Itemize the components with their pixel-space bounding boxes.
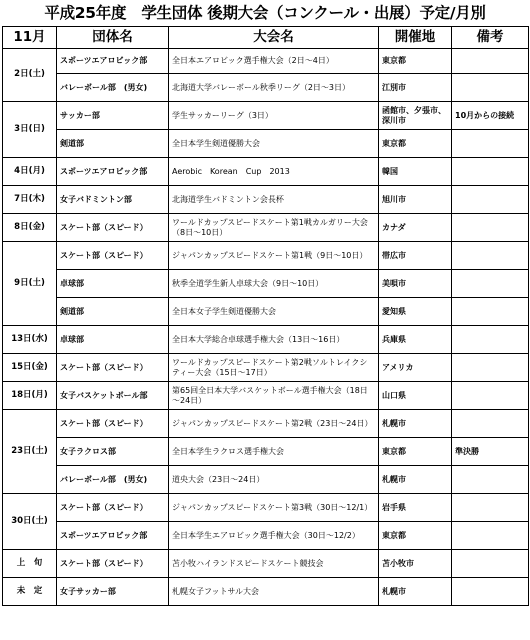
note-cell xyxy=(452,382,529,410)
header-venue: 開催地 xyxy=(379,27,452,49)
venue-cell: 岩手県 xyxy=(379,494,452,522)
team-cell: スポーツエアロビック部 xyxy=(57,522,169,550)
venue-cell: 東京都 xyxy=(379,49,452,74)
team-cell: スポーツエアロビック部 xyxy=(57,158,169,186)
note-cell xyxy=(452,326,529,354)
venue-cell: 東京都 xyxy=(379,438,452,466)
event-cell: 道央大会（23日～24日） xyxy=(169,466,379,494)
table-row xyxy=(3,494,529,522)
team-cell: スケート部（スピード） xyxy=(57,242,169,270)
team-cell: 女子サッカー部 xyxy=(57,578,169,606)
event-cell: 全日本学生剣道優勝大会 xyxy=(169,130,379,158)
venue-cell: 東京都 xyxy=(379,522,452,550)
schedule-table xyxy=(2,26,529,606)
table-row xyxy=(3,102,529,130)
table-row xyxy=(3,49,529,74)
header-team: 団体名 xyxy=(57,27,169,49)
date-cell: 8日(金) xyxy=(3,214,57,242)
table-row xyxy=(3,74,529,102)
venue-cell: 札幌市 xyxy=(379,578,452,606)
event-cell: ワールドカップスピードスケート第2戦ソルトレイクシティー大会（15日～17日） xyxy=(169,354,379,382)
event-cell: 苫小牧ハイランドスピードスケート競技会 xyxy=(169,550,379,578)
venue-cell: 札幌市 xyxy=(379,466,452,494)
venue-cell: 美唄市 xyxy=(379,270,452,298)
note-cell xyxy=(452,578,529,606)
event-cell: 全日本女子学生剣道優勝大会 xyxy=(169,298,379,326)
date-cell: 2日(土) xyxy=(3,49,57,102)
event-cell: 全日本学生ラクロス選手権大会 xyxy=(169,438,379,466)
date-cell: 未 定 xyxy=(3,578,57,606)
venue-cell: カナダ xyxy=(379,214,452,242)
date-cell: 7日(木) xyxy=(3,186,57,214)
team-cell: 卓球部 xyxy=(57,326,169,354)
page-title: 平成25年度 学生団体 後期大会（コンクール・出展）予定/月別 xyxy=(44,4,486,22)
date-cell: 30日(土) xyxy=(3,494,57,550)
event-cell: 秋季全道学生新人卓球大会（9日～10日） xyxy=(169,270,379,298)
note-cell xyxy=(452,49,529,74)
note-cell xyxy=(452,242,529,270)
venue-cell: 愛知県 xyxy=(379,298,452,326)
event-cell: 全日本エアロビック選手権大会（2日～4日） xyxy=(169,49,379,74)
note-cell xyxy=(452,466,529,494)
note-cell xyxy=(452,270,529,298)
team-cell: スポーツエアロビック部 xyxy=(57,49,169,74)
team-cell: スケート部（スピード） xyxy=(57,494,169,522)
event-cell: 北海道学生バドミントン会長杯 xyxy=(169,186,379,214)
event-cell: ワールドカップスピードスケート第1戦カルガリー大会（8日～10日） xyxy=(169,214,379,242)
event-cell: 全日本大学総合卓球選手権大会（13日～16日） xyxy=(169,326,379,354)
venue-cell: 旭川市 xyxy=(379,186,452,214)
table-row xyxy=(3,298,529,326)
team-cell: バレーボール部 (男女) xyxy=(57,74,169,102)
date-cell: 15日(金) xyxy=(3,354,57,382)
note-cell xyxy=(452,522,529,550)
team-cell: 卓球部 xyxy=(57,270,169,298)
venue-cell: 札幌市 xyxy=(379,410,452,438)
note-cell xyxy=(452,354,529,382)
note-cell xyxy=(452,494,529,522)
event-cell: 全日本学生エアロビック選手権大会（30日～12/2） xyxy=(169,522,379,550)
date-cell: 13日(水) xyxy=(3,326,57,354)
team-cell: スケート部（スピード） xyxy=(57,354,169,382)
event-cell: ジャパンカップスピードスケート第3戦（30日～12/1） xyxy=(169,494,379,522)
table-row xyxy=(3,270,529,298)
venue-cell: 兵庫県 xyxy=(379,326,452,354)
event-cell: 第65回全日本大学バスケットボール選手権大会（18日～24日） xyxy=(169,382,379,410)
date-cell: 上 旬 xyxy=(3,550,57,578)
venue-cell: 苫小牧市 xyxy=(379,550,452,578)
team-cell: 剣道部 xyxy=(57,130,169,158)
table-row xyxy=(3,130,529,158)
team-cell: バレーボール部 (男女) xyxy=(57,466,169,494)
table-row xyxy=(3,522,529,550)
note-cell xyxy=(452,550,529,578)
note-cell xyxy=(452,130,529,158)
table-row xyxy=(3,354,529,382)
venue-cell: 韓国 xyxy=(379,158,452,186)
note-cell xyxy=(452,214,529,242)
venue-cell: 山口県 xyxy=(379,382,452,410)
venue-cell: 帯広市 xyxy=(379,242,452,270)
table-row xyxy=(3,578,529,606)
venue-cell: 東京都 xyxy=(379,130,452,158)
team-cell: 女子バスケットボール部 xyxy=(57,382,169,410)
table-row xyxy=(3,550,529,578)
note-cell xyxy=(452,186,529,214)
header-event: 大会名 xyxy=(169,27,379,49)
venue-cell: アメリカ xyxy=(379,354,452,382)
table-row xyxy=(3,326,529,354)
team-cell: 女子ラクロス部 xyxy=(57,438,169,466)
team-cell: 剣道部 xyxy=(57,298,169,326)
date-cell: 4日(月) xyxy=(3,158,57,186)
table-row xyxy=(3,438,529,466)
table-row xyxy=(3,466,529,494)
date-cell: 9日(土) xyxy=(3,242,57,326)
date-cell: 18日(月) xyxy=(3,382,57,410)
table-row xyxy=(3,382,529,410)
header-row xyxy=(3,27,529,49)
note-cell xyxy=(452,158,529,186)
note-cell: 10月からの接続 xyxy=(452,102,529,130)
venue-cell: 江別市 xyxy=(379,74,452,102)
header-month: 11月 xyxy=(3,27,57,49)
team-cell: スケート部（スピード） xyxy=(57,214,169,242)
note-cell xyxy=(452,410,529,438)
team-cell: スケート部（スピード） xyxy=(57,550,169,578)
event-cell: 学生サッカーリーグ（3日） xyxy=(169,102,379,130)
event-cell: 北海道大学バレーボール秋季リーグ（2日～3日） xyxy=(169,74,379,102)
team-cell: 女子バドミントン部 xyxy=(57,186,169,214)
note-cell xyxy=(452,74,529,102)
venue-cell: 函館市、夕張市、深川市 xyxy=(379,102,452,130)
table-row xyxy=(3,186,529,214)
event-cell: ジャパンカップスピードスケート第1戦（9日～10日） xyxy=(169,242,379,270)
note-cell xyxy=(452,298,529,326)
event-cell: 札幌女子フットサル大会 xyxy=(169,578,379,606)
date-cell: 23日(土) xyxy=(3,410,57,494)
table-row xyxy=(3,158,529,186)
table-row xyxy=(3,214,529,242)
event-cell: Aerobic Korean Cup 2013 xyxy=(169,158,379,186)
note-cell: 準決勝 xyxy=(452,438,529,466)
table-row xyxy=(3,410,529,438)
team-cell: スケート部（スピード） xyxy=(57,410,169,438)
table-row xyxy=(3,242,529,270)
date-cell: 3日(日) xyxy=(3,102,57,158)
event-cell: ジャパンカップスピードスケート第2戦（23日～24日） xyxy=(169,410,379,438)
header-notes: 備考 xyxy=(452,27,529,49)
team-cell: サッカー部 xyxy=(57,102,169,130)
